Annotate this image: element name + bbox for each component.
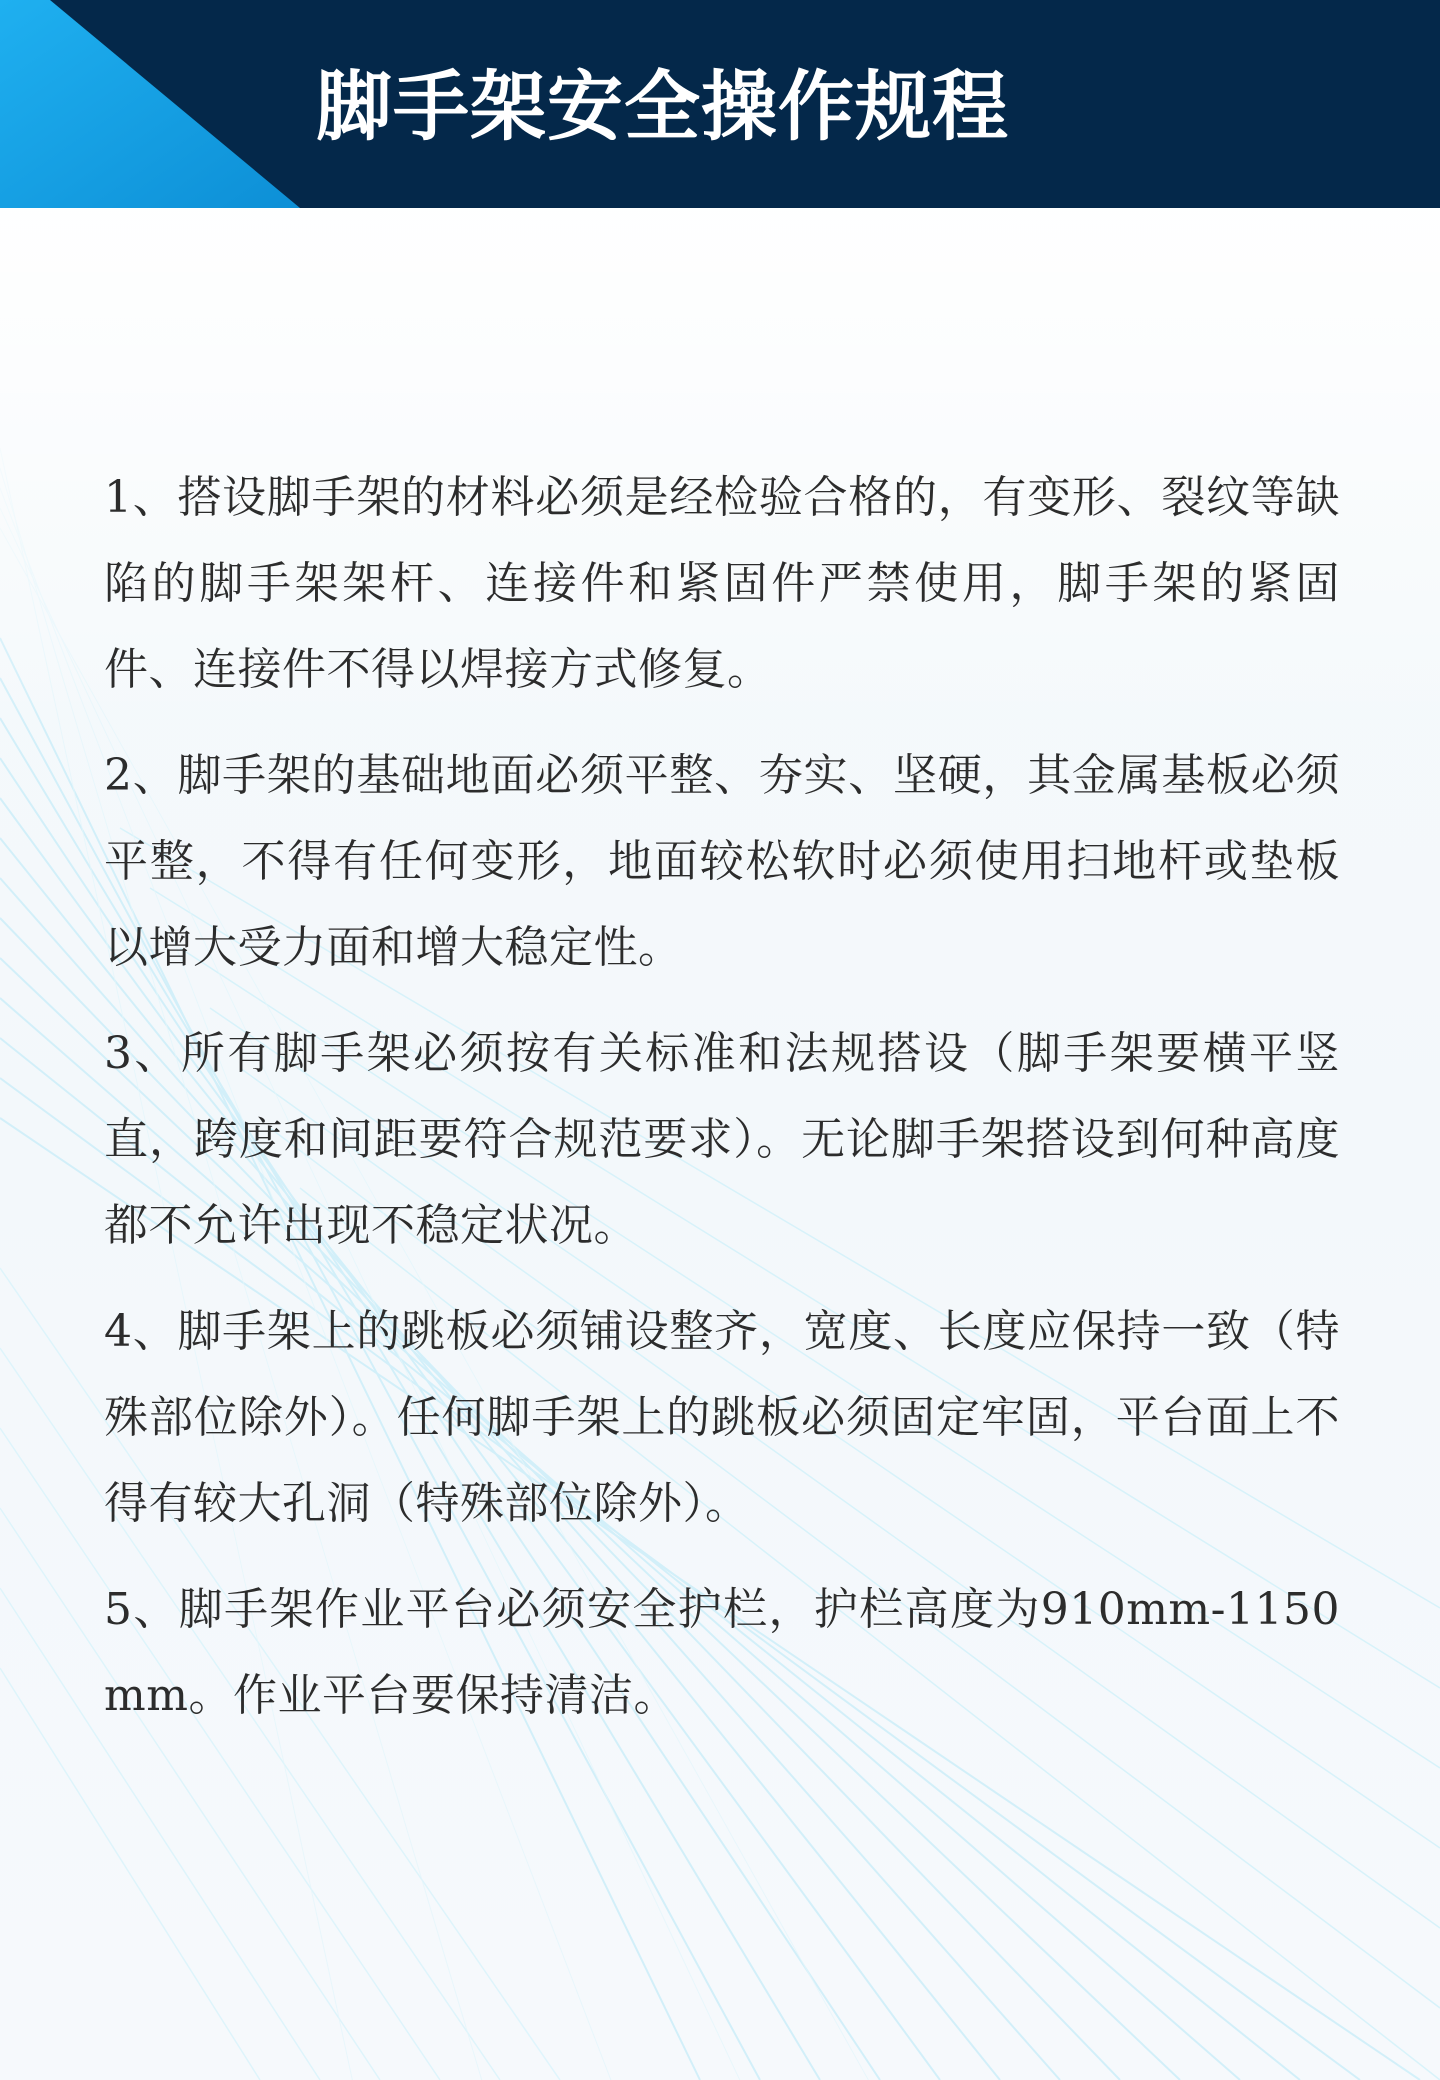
rule-item-2: 2、脚手架的基础地面必须平整、夯实、坚硬，其金属基板必须平整，不得有任何变形，地面较松软时必须使用扫地杆或垫板以增大受力面和增大稳定性。 [104, 750, 1340, 973]
header-accent-triangle [0, 0, 300, 208]
header-banner [0, 0, 1440, 208]
rule-item-1: 1、搭设脚手架的材料必须是经检验合格的，有变形、裂纹等缺陷的脚手架架杆、连接件和紧固件严禁使用，脚手架的紧固件、连接件不得以焊接方式修复。 [104, 472, 1340, 695]
rules-list [104, 455, 1340, 1759]
rule-item-5: 5、脚手架作业平台必须安全护栏，护栏高度为910mm-1150mm。作业平台要保持清洁。 [104, 1584, 1340, 1721]
rule-item-3: 3、所有脚手架必须按有关标准和法规搭设（脚手架要横平竖直，跨度和间距要符合规范要求）。无论脚手架搭设到何种高度都不允许出现不稳定状况。 [104, 1028, 1340, 1251]
rule-item-4: 4、脚手架上的跳板必须铺设整齐，宽度、长度应保持一致（特殊部位除外）。任何脚手架上的跳板必须固定牢固，平台面上不得有较大孔洞（特殊部位除外）。 [104, 1306, 1340, 1529]
page-title: 脚手架安全操作规程 [316, 62, 1009, 151]
